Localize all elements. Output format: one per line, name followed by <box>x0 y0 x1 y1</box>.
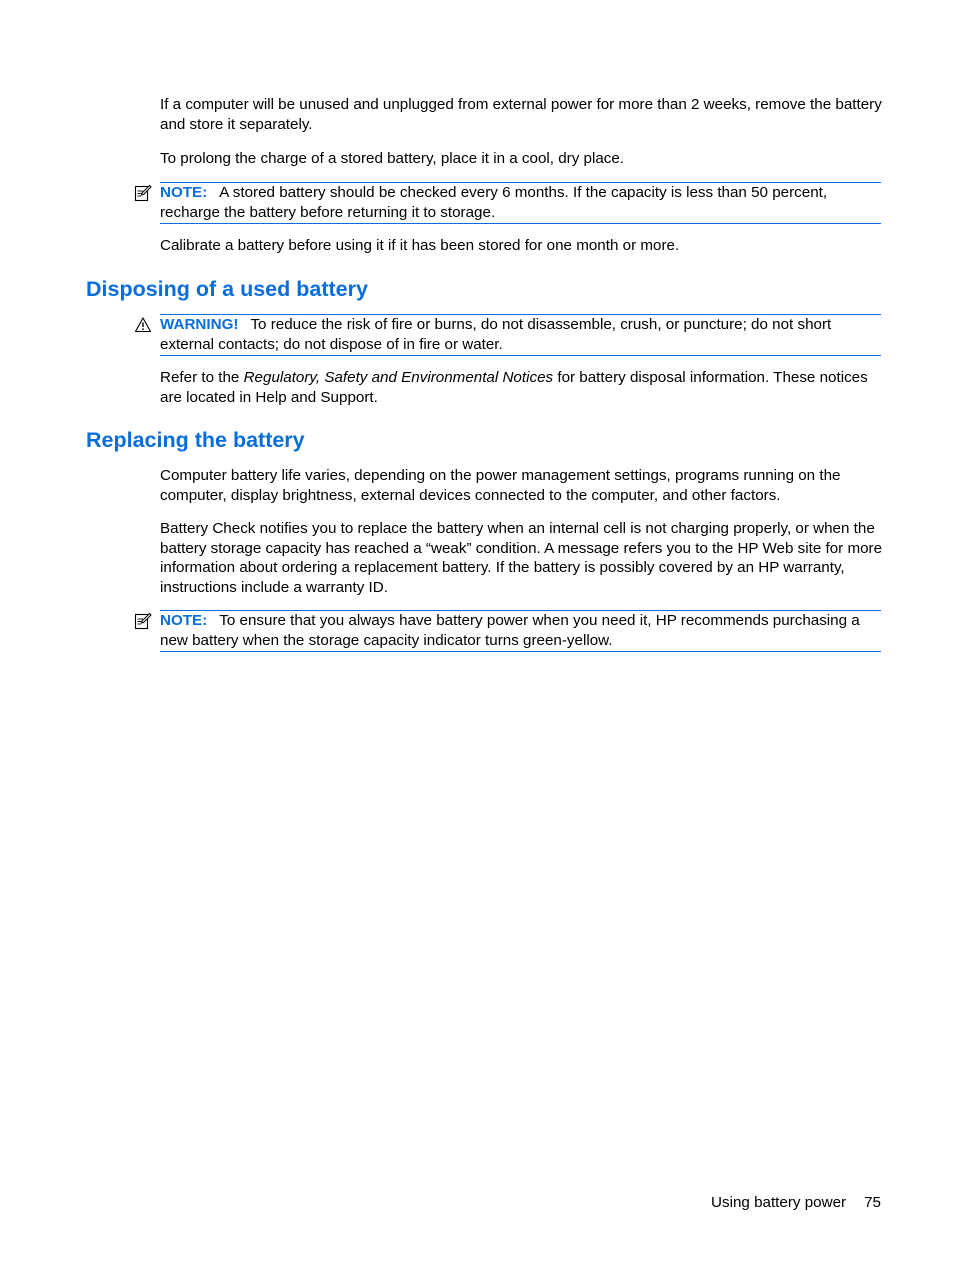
note-callout-replacement <box>160 610 881 652</box>
page-number: 75 <box>864 1194 881 1211</box>
section-heading-disposing: Disposing of a used battery <box>86 277 368 301</box>
paragraph-text: Calibrate a battery before using it if it has been stored for one month or more. <box>160 237 680 254</box>
text-run: Refer to the <box>160 369 244 386</box>
paragraph-battery-check <box>160 519 884 597</box>
paragraph-text: Computer battery life varies, depending on the power management settings, programs running on the computer, display brightness, external devices connected to the computer, and other factors. <box>160 467 841 504</box>
warning-triangle-icon <box>134 316 152 334</box>
paragraph-text <box>160 368 884 407</box>
warning-label: WARNING! <box>160 316 239 333</box>
page-footer <box>711 1193 881 1212</box>
warning-text: To reduce the risk of fire or burns, do not disassemble, crush, or puncture; do not short external contacts; do not dispose of in fire or water. <box>160 316 832 353</box>
paragraph-text: Battery Check notifies you to replace the battery when an internal cell is not charging properly, or when the battery storage capacity has reached a “weak” condition. A message refers you to the HP Web site for more information about ordering a replacement battery. If the battery is possibly covered by an HP warranty, instructions include a warranty ID. <box>160 520 883 596</box>
warning-callout-disposal <box>160 314 881 356</box>
document-title-reference: Regulatory, Safety and Environmental Notices <box>243 369 554 386</box>
paragraph-prolong-charge <box>160 149 884 169</box>
paragraph-calibrate <box>160 236 884 256</box>
paragraph-text: If a computer will be unused and unplugged from external power for more than 2 weeks, remove the battery and store it separately. <box>160 96 882 133</box>
note-text: A stored battery should be checked every 6 months. If the capacity is less than 50 percent, recharge the battery before returning it to storage. <box>160 184 828 221</box>
footer-section-title: Using battery power <box>711 1194 847 1211</box>
paragraph-text: To prolong the charge of a stored battery, place it in a cool, dry place. <box>160 150 625 167</box>
section-heading-replacing: Replacing the battery <box>86 428 305 452</box>
paragraph-refer-notices <box>160 368 884 407</box>
paragraph-battery-life <box>160 466 884 505</box>
note-pencil-icon <box>134 184 152 202</box>
text-run: for battery disposal information. These notices are located in Help and Support. <box>160 369 868 406</box>
note-callout-storage <box>160 182 881 224</box>
note-label: NOTE: <box>160 184 208 201</box>
note-pencil-icon <box>134 612 152 630</box>
note-text: To ensure that you always have battery power when you need it, HP recommends purchasing a new battery when the storage capacity indicator turns green-yellow. <box>160 612 860 649</box>
paragraph-unused-battery <box>160 95 884 134</box>
note-label: NOTE: <box>160 612 208 629</box>
